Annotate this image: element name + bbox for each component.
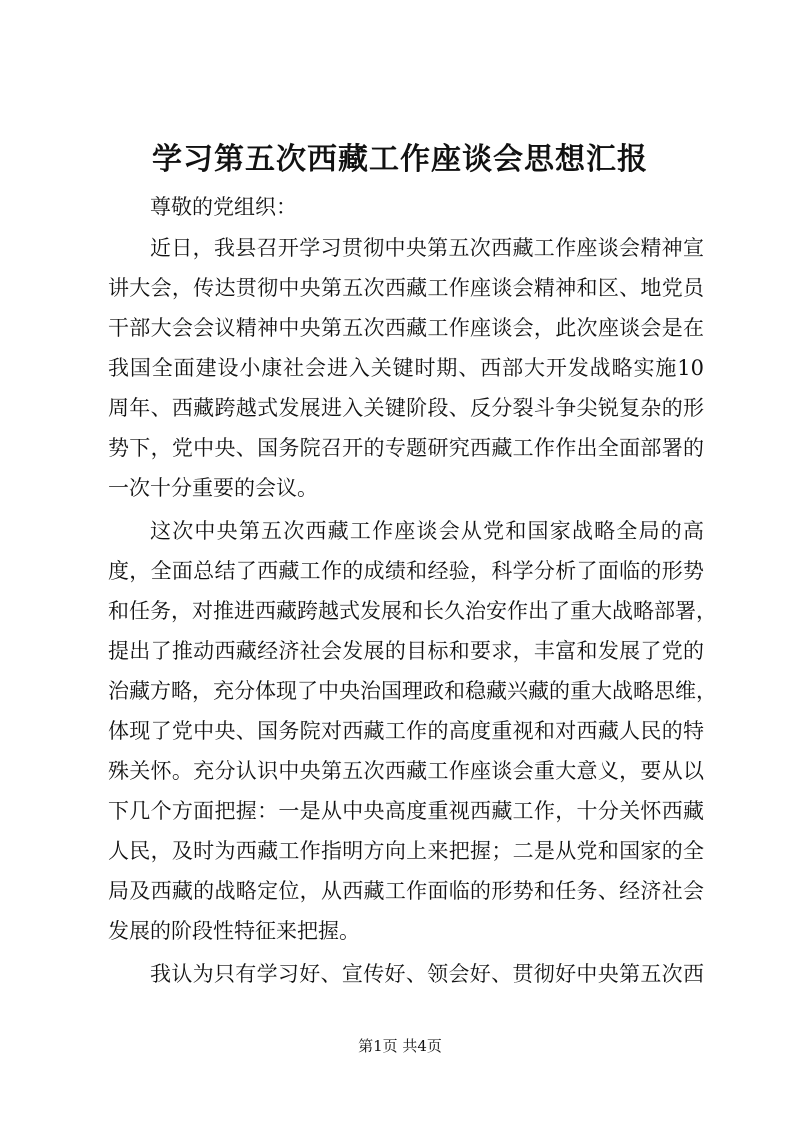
paragraph-line: 下几个方面把握：一是从中央高度重视西藏工作，十分关怀西藏 — [108, 799, 704, 823]
paragraph-line: 殊关怀。充分认识中央第五次西藏工作座谈会重大意义，要从以 — [108, 759, 704, 783]
paragraph-line: 发展的阶段性特征来把握。 — [108, 919, 360, 943]
paragraph-line: 度，全面总结了西藏工作的成绩和经验，科学分析了面临的形势 — [108, 559, 704, 583]
paragraph-line: 近日，我县召开学习贯彻中央第五次西藏工作座谈会精神宣 — [150, 236, 704, 260]
paragraph-line: 和任务，对推进西藏跨越式发展和长久治安作出了重大战略部署， — [108, 599, 717, 623]
paragraph-line: 我国全面建设小康社会进入关键时期、西部大开发战略实施10 — [108, 356, 704, 380]
paragraph-line: 周年、西藏跨越式发展进入关键阶段、反分裂斗争尖锐复杂的形 — [108, 396, 704, 420]
paragraph-line: 体现了党中央、国务院对西藏工作的高度重视和对西藏人民的特 — [108, 719, 704, 743]
paragraph-line: 势下，党中央、国务院召开的专题研究西藏工作作出全面部署的 — [108, 436, 704, 460]
paragraph-line: 局及西藏的战略定位，从西藏工作面临的形势和任务、经济社会 — [108, 879, 704, 903]
paragraph-line: 提出了推动西藏经济社会发展的目标和要求，丰富和发展了党的 — [108, 639, 704, 663]
page-footer: 第1页 共4页 — [358, 1037, 442, 1055]
paragraph-line: 这次中央第五次西藏工作座谈会从党和国家战略全局的高 — [150, 519, 704, 543]
document-title: 学习第五次西藏工作座谈会思想汇报 — [152, 142, 648, 177]
salutation: 尊敬的党组织： — [150, 195, 297, 219]
paragraph-line: 干部大会会议精神中央第五次西藏工作座谈会，此次座谈会是在 — [108, 316, 704, 340]
paragraph-line: 治藏方略，充分体现了中央治国理政和稳藏兴藏的重大战略思维， — [108, 679, 717, 703]
paragraph-line: 我认为只有学习好、宣传好、领会好、贯彻好中央第五次西 — [150, 962, 704, 986]
paragraph-line: 讲大会，传达贯彻中央第五次西藏工作座谈会精神和区、地党员 — [108, 276, 704, 300]
paragraph-line: 一次十分重要的会议。 — [108, 476, 318, 500]
paragraph-line: 人民，及时为西藏工作指明方向上来把握；二是从党和国家的全 — [108, 839, 704, 863]
